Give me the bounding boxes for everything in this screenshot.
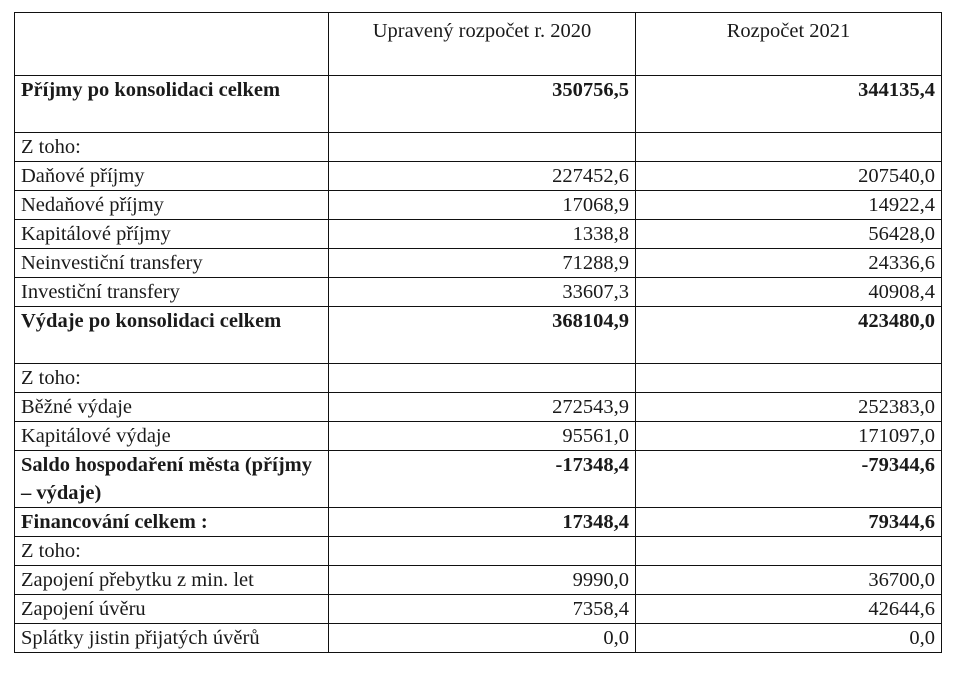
table-row (15, 624, 942, 653)
value-2020 (329, 364, 636, 393)
header-row (15, 13, 942, 76)
value-2020: 9990,0 (329, 566, 636, 595)
table-row (15, 422, 942, 451)
budget-table (14, 12, 942, 653)
table-row (15, 307, 942, 364)
table-body (15, 76, 942, 653)
value-2020: 350756,5 (329, 76, 636, 133)
row-label: Z toho: (15, 133, 329, 162)
row-label: Příjmy po konsolidaci celkem (15, 76, 329, 133)
value-2020: 95561,0 (329, 422, 636, 451)
value-2021: 79344,6 (636, 508, 942, 537)
value-2021 (636, 133, 942, 162)
value-2021: 423480,0 (636, 307, 942, 364)
value-2021: 40908,4 (636, 278, 942, 307)
value-2020: 0,0 (329, 624, 636, 653)
row-label: Financování celkem : (15, 508, 329, 537)
header-2021: Rozpočet 2021 (636, 13, 942, 76)
value-2021: 42644,6 (636, 595, 942, 624)
table-row (15, 278, 942, 307)
value-2020: 368104,9 (329, 307, 636, 364)
table-row (15, 364, 942, 393)
row-label: Kapitálové příjmy (15, 220, 329, 249)
row-label: Běžné výdaje (15, 393, 329, 422)
row-label: Kapitálové výdaje (15, 422, 329, 451)
value-2020: 1338,8 (329, 220, 636, 249)
value-2021: 171097,0 (636, 422, 942, 451)
value-2020: -17348,4 (329, 451, 636, 508)
value-2020 (329, 133, 636, 162)
value-2020: 17348,4 (329, 508, 636, 537)
row-label: Z toho: (15, 537, 329, 566)
value-2020: 272543,9 (329, 393, 636, 422)
table-row (15, 595, 942, 624)
table-row (15, 162, 942, 191)
row-label: Zapojení úvěru (15, 595, 329, 624)
row-label: Výdaje po konsolidaci celkem (15, 307, 329, 364)
value-2021: 207540,0 (636, 162, 942, 191)
table-row (15, 76, 942, 133)
value-2020: 33607,3 (329, 278, 636, 307)
table-row (15, 393, 942, 422)
value-2021: 56428,0 (636, 220, 942, 249)
value-2021: 24336,6 (636, 249, 942, 278)
value-2020: 7358,4 (329, 595, 636, 624)
value-2021: 14922,4 (636, 191, 942, 220)
row-label: Investiční transfery (15, 278, 329, 307)
table-row (15, 508, 942, 537)
table-row (15, 566, 942, 595)
table-row (15, 249, 942, 278)
header-empty-cell (15, 13, 329, 76)
value-2020: 227452,6 (329, 162, 636, 191)
value-2020: 71288,9 (329, 249, 636, 278)
table-row (15, 133, 942, 162)
table-row (15, 537, 942, 566)
value-2021: 344135,4 (636, 76, 942, 133)
header-2020: Upravený rozpočet r. 2020 (329, 13, 636, 76)
value-2020: 17068,9 (329, 191, 636, 220)
value-2021: 36700,0 (636, 566, 942, 595)
value-2021: 252383,0 (636, 393, 942, 422)
value-2020 (329, 537, 636, 566)
table-row (15, 451, 942, 508)
value-2021 (636, 364, 942, 393)
value-2021: -79344,6 (636, 451, 942, 508)
table-row (15, 191, 942, 220)
row-label: Neinvestiční transfery (15, 249, 329, 278)
row-label: Saldo hospodaření města (příjmy – výdaje) (15, 451, 329, 508)
row-label: Zapojení přebytku z min. let (15, 566, 329, 595)
row-label: Splátky jistin přijatých úvěrů (15, 624, 329, 653)
row-label: Nedaňové příjmy (15, 191, 329, 220)
row-label: Daňové příjmy (15, 162, 329, 191)
table-row (15, 220, 942, 249)
value-2021: 0,0 (636, 624, 942, 653)
value-2021 (636, 537, 942, 566)
row-label: Z toho: (15, 364, 329, 393)
